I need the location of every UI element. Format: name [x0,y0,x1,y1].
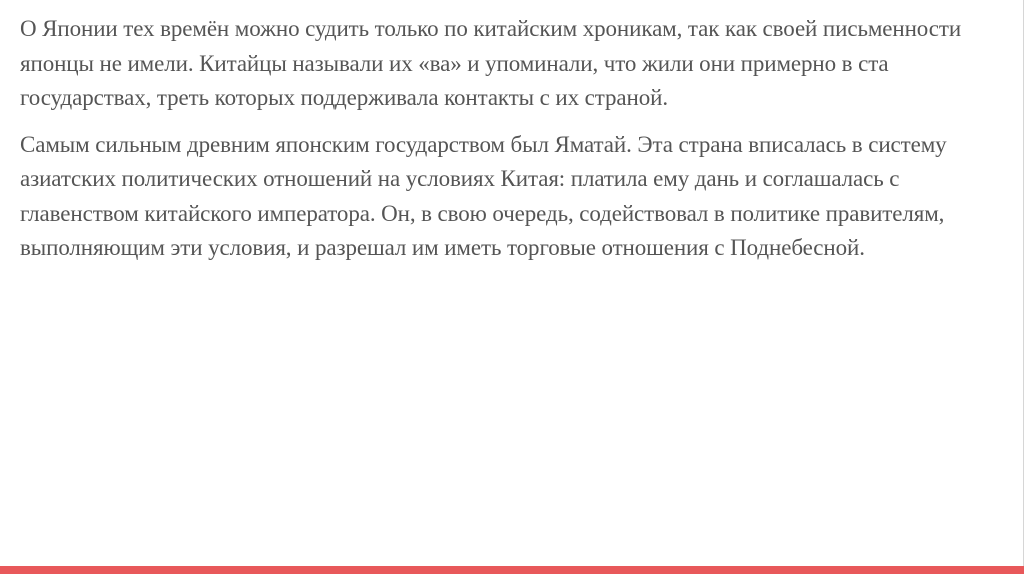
paragraph-1: О Японии тех времён можно судить только по китайским хроникам, так как своей письменности японцы не имели. Китайцы называли их «ва» и упоминали, что жили они примерно в ста государствах, треть которых поддерживала контакты с их страной. [20,16,962,110]
slide-text-body [20,12,980,266]
paragraph-2: Самым сильным древним японским государством был Яматай. Эта страна вписалась в систему азиатских политических отношений на условиях Китая: платила ему дань и соглашалась с главенством китайского императора. Он, в свою очередь, содействовал в политике правителям, выполняющим эти условия, и разрешал им иметь торговые отношения с Поднебесной. [20,131,947,260]
bottom-accent-bar [0,566,1024,574]
